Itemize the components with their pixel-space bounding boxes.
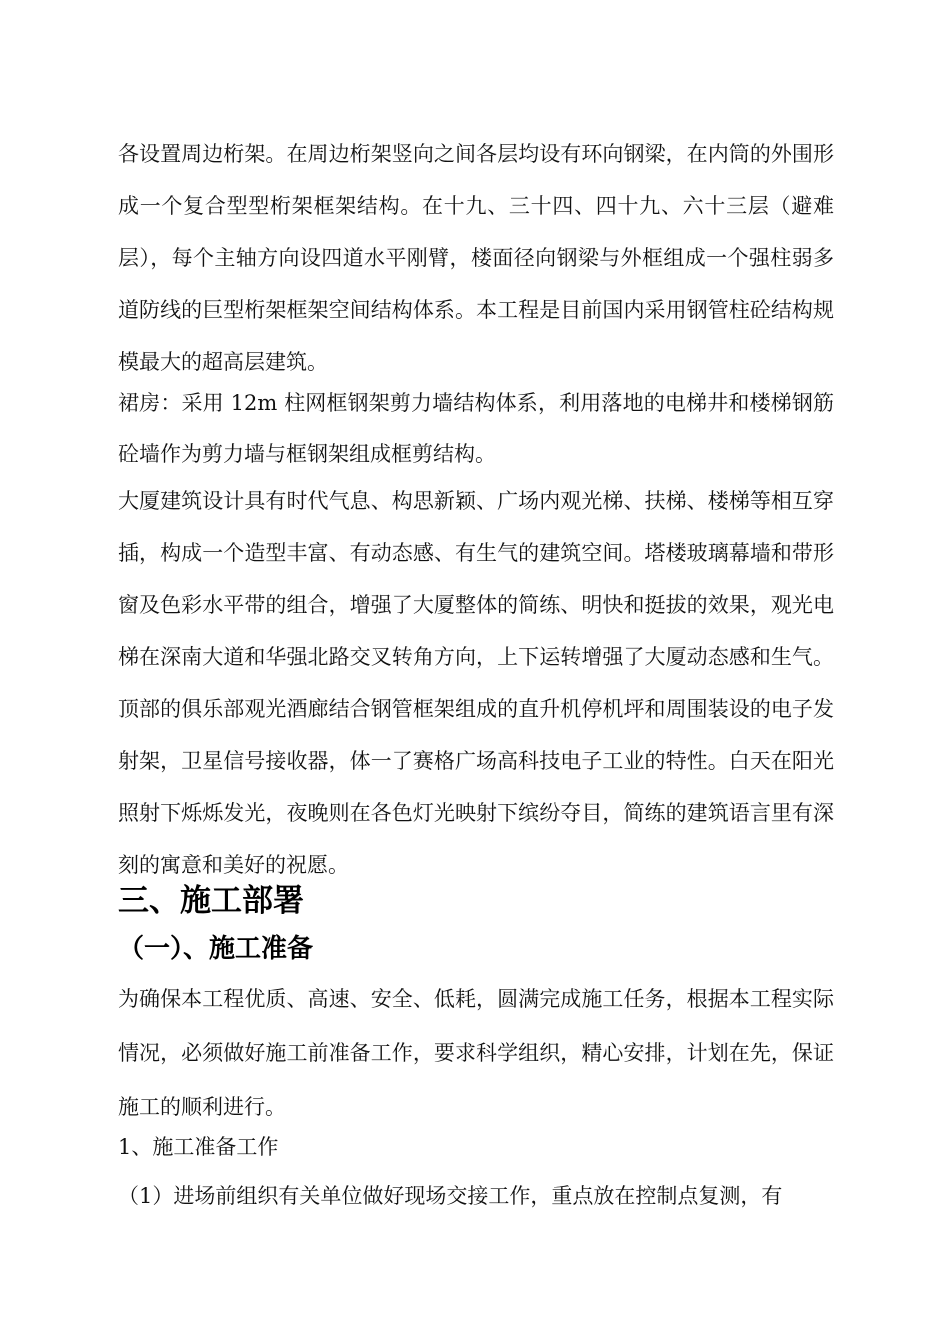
subsection-heading: （一）、施工准备: [118, 934, 314, 964]
paragraph-podium-structure: 裙房：采用 12m 柱网框钢架剪力墙结构体系，利用落地的电梯井和楼梯钢筋砼墙作为剪力墙与框钢架组成框剪结构。: [118, 391, 834, 466]
list-heading-preparation-work: 1、施工准备工作: [118, 1135, 279, 1159]
list-item-1: （1）进场前组织有关单位做好现场交接工作，重点放在控制点复测，有: [118, 1184, 783, 1208]
paragraph-architectural-design: 大厦建筑设计具有时代气息、构思新颖、广场内观光梯、扶梯、楼梯等相互穿插，构成一个造型丰富、有动态感、有生气的建筑空间。塔楼玻璃幕墙和带形窗及色彩水平带的组合，增强了大厦整体的简练、明快和挺拔的效果，观光电梯在深南大道和华强北路交叉转角方向，上下运转增强了大厦动态感和生气。顶部的俱乐部观光酒廊结合钢管框架组成的直升机停机坪和周围装设的电子发射架，卫星信号接收器，体一了赛格广场高科技电子工业的特性。白天在阳光照射下烁烁发光，夜晚则在各色灯光映射下缤纷夺目，简练的建筑语言里有深刻的寓意和美好的祝愿。: [118, 489, 834, 877]
paragraph-structure-frame: 各设置周边桁架。在周边桁架竖向之间各层均设有环向钢梁，在内筒的外围形成一个复合型型桁架框架结构。在十九、三十四、四十九、六十三层（避难层），每个主轴方向设四道水平刚臂，楼面径向钢梁与外框组成一个强柱弱多道防线的巨型桁架框架空间结构体系。本工程是目前国内采用钢管柱砼结构规模最大的超高层建筑。: [118, 142, 834, 374]
section-heading: 三、施工部署: [118, 883, 304, 919]
paragraph-preparation-intro: 为确保本工程优质、高速、安全、低耗，圆满完成施工任务，根据本工程实际情况，必须做好施工前准备工作，要求科学组织，精心安排，计划在先，保证施工的顺利进行。: [118, 987, 834, 1119]
